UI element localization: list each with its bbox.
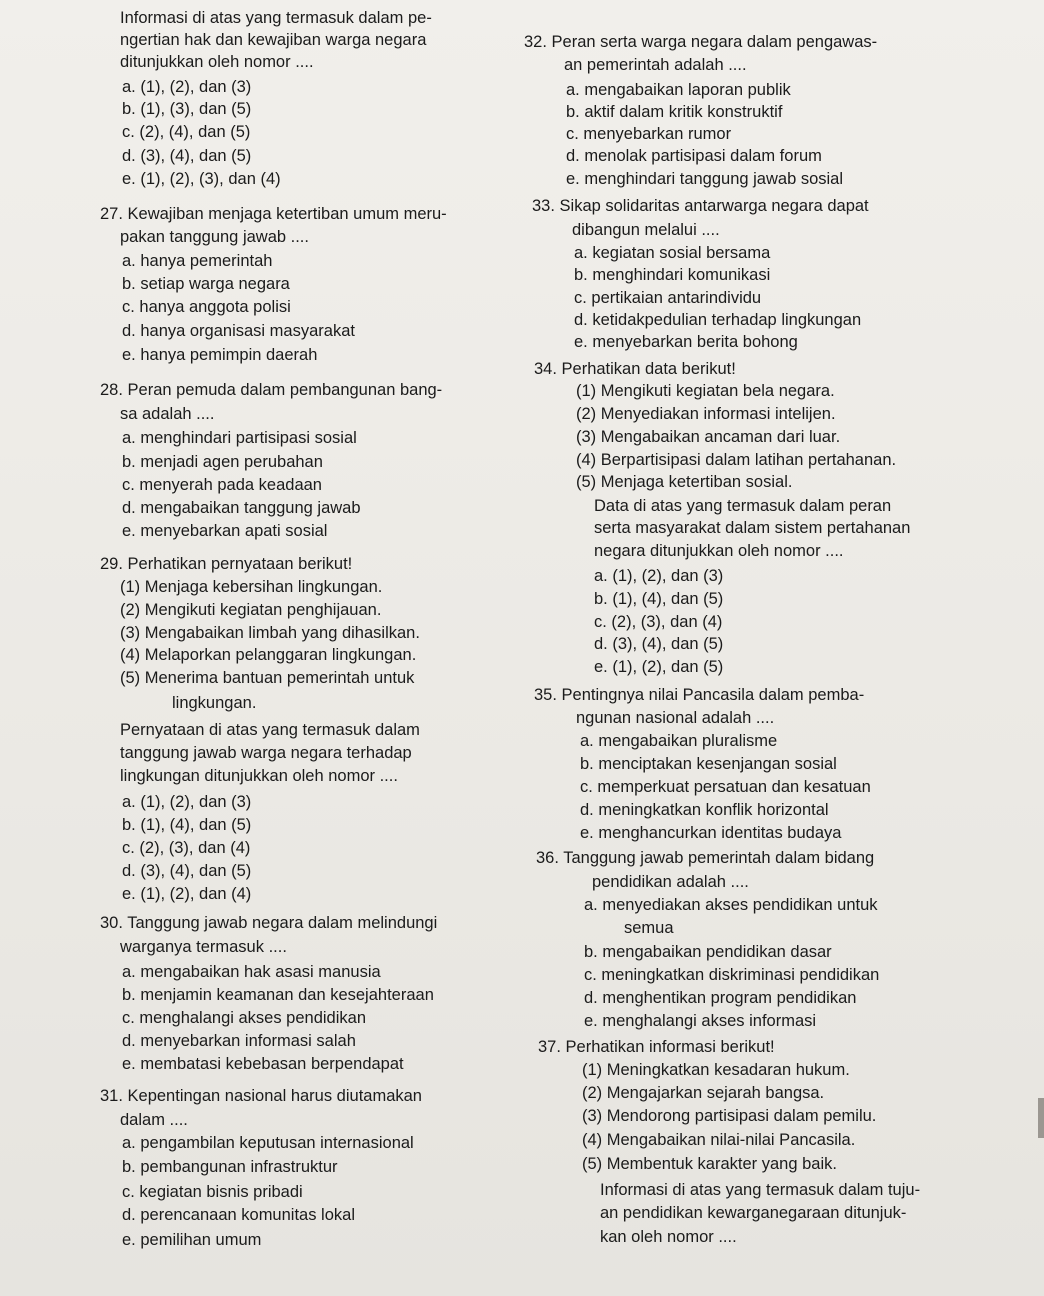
text-line: b. menjamin keamanan dan kesejahteraan — [122, 986, 434, 1004]
text-line: (2) Menyediakan informasi intelijen. — [576, 405, 836, 423]
text-line: b. menjadi agen perubahan — [122, 453, 323, 471]
text-line: tanggung jawab warga negara terhadap — [120, 744, 412, 762]
text-line: dalam .... — [120, 1111, 188, 1129]
text-line: pendidikan adalah .... — [592, 873, 749, 891]
text-line: c. (2), (3), dan (4) — [122, 839, 251, 857]
text-line: lingkungan ditunjukkan oleh nomor .... — [120, 767, 398, 785]
text-line: (5) Menjaga ketertiban sosial. — [576, 473, 793, 491]
text-line: e. hanya pemimpin daerah — [122, 346, 318, 364]
text-line: c. hanya anggota polisi — [122, 298, 291, 316]
text-line: e. pemilihan umum — [122, 1231, 262, 1249]
text-line: c. memperkuat persatuan dan kesatuan — [580, 778, 871, 796]
text-line: Pernyataan di atas yang termasuk dalam — [120, 721, 420, 739]
text-line: (3) Mendorong partisipasi dalam pemilu. — [582, 1107, 877, 1125]
text-line: 36. Tanggung jawab pemerintah dalam bidang — [536, 849, 875, 867]
text-line: a. menyediakan akses pendidikan untuk — [584, 896, 878, 914]
text-line: a. kegiatan sosial bersama — [574, 244, 771, 262]
text-line: 30. Tanggung jawab negara dalam melindungi — [100, 914, 438, 932]
text-line: pakan tanggung jawab .... — [120, 228, 309, 246]
text-line: 37. Perhatikan informasi berikut! — [538, 1038, 775, 1056]
text-line: e. menyebarkan berita bohong — [574, 333, 798, 351]
text-line: b. menciptakan kesenjangan sosial — [580, 755, 837, 773]
text-line: c. menyebarkan rumor — [566, 125, 732, 143]
text-line: Informasi di atas yang termasuk dalam tuju- — [600, 1181, 921, 1199]
text-line: (1) Mengikuti kegiatan bela negara. — [576, 382, 835, 400]
text-line: b. (1), (3), dan (5) — [122, 100, 252, 118]
text-line: e. menyebarkan apati sosial — [122, 522, 328, 540]
text-line: b. aktif dalam kritik konstruktif — [566, 103, 783, 121]
text-line: (5) Menerima bantuan pemerintah untuk — [120, 669, 415, 687]
text-line: d. mengabaikan tanggung jawab — [122, 499, 361, 517]
text-line: e. membatasi kebebasan berpendapat — [122, 1055, 404, 1073]
text-line: c. (2), (3), dan (4) — [594, 613, 723, 631]
text-line: e. (1), (2), dan (4) — [122, 885, 252, 903]
text-line: e. menghancurkan identitas budaya — [580, 824, 842, 842]
text-line: d. menyebarkan informasi salah — [122, 1032, 356, 1050]
text-line: an pemerintah adalah .... — [564, 56, 747, 74]
text-line: b. mengabaikan pendidikan dasar — [584, 943, 832, 961]
text-line: (5) Membentuk karakter yang baik. — [582, 1155, 837, 1173]
text-line: an pendidikan kewarganegaraan ditunjuk- — [600, 1204, 907, 1222]
text-line: (3) Mengabaikan limbah yang dihasilkan. — [120, 624, 420, 642]
text-line: b. pembangunan infrastruktur — [122, 1158, 338, 1176]
text-line: d. menghentikan program pendidikan — [584, 989, 857, 1007]
text-line: d. (3), (4), dan (5) — [594, 635, 724, 653]
text-line: 34. Perhatikan data berikut! — [534, 360, 736, 378]
text-line: 35. Pentingnya nilai Pancasila dalam pemba- — [534, 686, 865, 704]
text-line: (3) Mengabaikan ancaman dari luar. — [576, 428, 841, 446]
text-line: (2) Mengajarkan sejarah bangsa. — [582, 1084, 825, 1102]
text-line: a. (1), (2), dan (3) — [122, 793, 252, 811]
text-line: c. meningkatkan diskriminasi pendidikan — [584, 966, 880, 984]
text-line: d. menolak partisipasi dalam forum — [566, 147, 822, 165]
text-line: d. (3), (4), dan (5) — [122, 862, 252, 880]
text-line: b. (1), (4), dan (5) — [122, 816, 252, 834]
text-line: semua — [624, 919, 674, 937]
text-line: (1) Menjaga kebersihan lingkungan. — [120, 578, 383, 596]
text-line: dibangun melalui .... — [572, 221, 720, 239]
text-line: e. (1), (2), (3), dan (4) — [122, 170, 281, 188]
text-line: c. kegiatan bisnis pribadi — [122, 1183, 303, 1201]
text-line: c. pertikaian antarindividu — [574, 289, 762, 307]
text-line: (2) Mengikuti kegiatan penghijauan. — [120, 601, 382, 619]
text-line: (4) Berpartisipasi dalam latihan pertahanan. — [576, 451, 897, 469]
text-line: d. perencanaan komunitas lokal — [122, 1206, 355, 1224]
text-line: warganya termasuk .... — [120, 938, 287, 956]
text-line: sa adalah .... — [120, 405, 215, 423]
text-line: a. (1), (2), dan (3) — [594, 567, 724, 585]
text-line: ngunan nasional adalah .... — [576, 709, 775, 727]
text-line: d. (3), (4), dan (5) — [122, 147, 252, 165]
text-line: d. meningkatkan konflik horizontal — [580, 801, 829, 819]
page-edge-mark — [1038, 1098, 1044, 1138]
text-line: (1) Meningkatkan kesadaran hukum. — [582, 1061, 850, 1079]
text-line: a. mengabaikan laporan publik — [566, 81, 791, 99]
text-line: d. ketidakpedulian terhadap lingkungan — [574, 311, 862, 329]
text-line: a. menghindari partisipasi sosial — [122, 429, 357, 447]
text-line: a. hanya pemerintah — [122, 252, 273, 270]
text-line: d. hanya organisasi masyarakat — [122, 322, 355, 340]
text-line: negara ditunjukkan oleh nomor .... — [594, 542, 844, 560]
text-line: b. menghindari komunikasi — [574, 266, 771, 284]
text-line: 31. Kepentingan nasional harus diutamakan — [100, 1087, 422, 1105]
text-line: (4) Mengabaikan nilai-nilai Pancasila. — [582, 1131, 856, 1149]
text-line: e. (1), (2), dan (5) — [594, 658, 724, 676]
text-line: a. mengabaikan hak asasi manusia — [122, 963, 381, 981]
text-line: 27. Kewajiban menjaga ketertiban umum meru- — [100, 205, 447, 223]
text-line: e. menghindari tanggung jawab sosial — [566, 170, 844, 188]
text-line: b. (1), (4), dan (5) — [594, 590, 724, 608]
text-line: kan oleh nomor .... — [600, 1228, 737, 1246]
text-line: b. setiap warga negara — [122, 275, 290, 293]
text-line: (4) Melaporkan pelanggaran lingkungan. — [120, 646, 417, 664]
text-line: 28. Peran pemuda dalam pembangunan bang- — [100, 381, 443, 399]
text-line: c. menghalangi akses pendidikan — [122, 1009, 366, 1027]
text-line: Data di atas yang termasuk dalam peran — [594, 497, 892, 515]
text-line: ditunjukkan oleh nomor .... — [120, 53, 314, 71]
text-line: lingkungan. — [172, 694, 257, 712]
text-line: e. menghalangi akses informasi — [584, 1012, 817, 1030]
text-line: ngertian hak dan kewajiban warga negara — [120, 31, 427, 49]
text-line: a. mengabaikan pluralisme — [580, 732, 778, 750]
text-line: Informasi di atas yang termasuk dalam pe- — [120, 9, 432, 27]
text-line: a. pengambilan keputusan internasional — [122, 1134, 414, 1152]
text-line: 33. Sikap solidaritas antarwarga negara dapat — [532, 197, 869, 215]
text-line: serta masyarakat dalam sistem pertahanan — [594, 519, 911, 537]
text-line: 32. Peran serta warga negara dalam pengawas- — [524, 33, 878, 51]
text-line: c. (2), (4), dan (5) — [122, 123, 251, 141]
text-line: 29. Perhatikan pernyataan berikut! — [100, 555, 353, 573]
text-line: c. menyerah pada keadaan — [122, 476, 322, 494]
text-line: a. (1), (2), dan (3) — [122, 78, 252, 96]
